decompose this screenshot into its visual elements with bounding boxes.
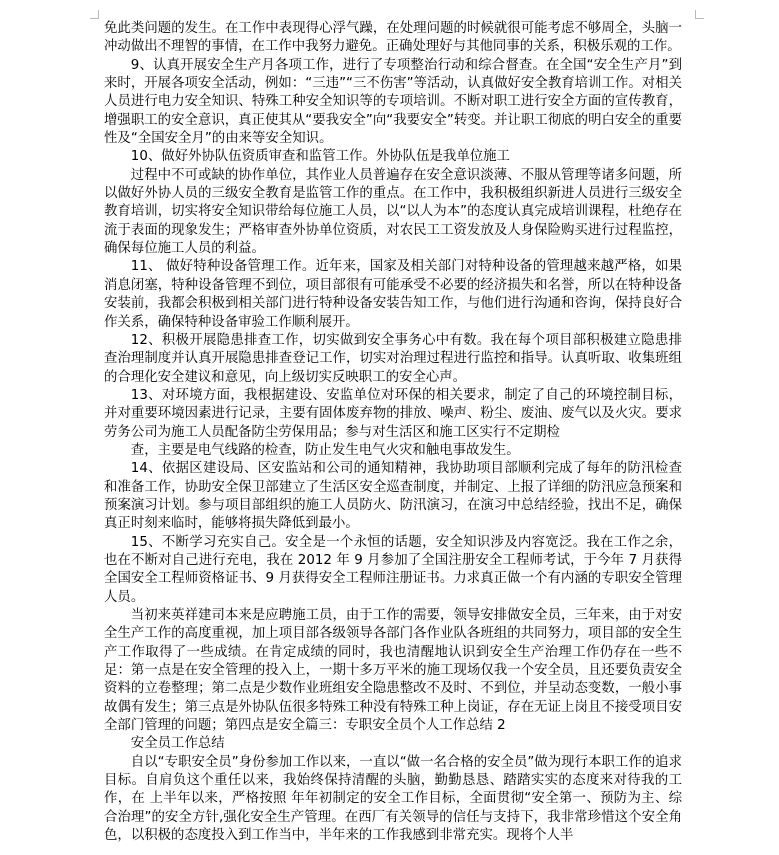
paragraph: 14、依据区建设局、区安监站和公司的通知精神，我协助项目部顺利完成了每年的防汛检查和准备工作，协助安全保卫部建立了生活区安全巡查制度，并制定、上报了详细的防汛应急预案和预案演习计划。参与项目部组织的施工人员防火、防汛演习，在演习中总结经验，找出不足，确保真正时刻来临时，能够将损失降低到最小。	[104, 461, 682, 532]
paragraph: 自以“专职安全员”身份参加工作以来，一直以“做一名合格的安全员”做为现行本职工作的追求目标。自肩负这个重任以来，我始终保持清醒的头脑，勤勤恳恳、踏踏实实的态度来对待我的工作，在 上半年以来，严格按照 年年初制定的安全工作目标，全面贯彻“安全第一、预防为主、综合治理”的安全方针,强化安全生产管理。在西厂有关领导的信任与支持下，我非常珍惜这个安全角色，以积极的态度投入到工作当中，半年来的工作我感到非常充实。现将个人半	[104, 754, 682, 844]
paragraph: 13、对环境方面，我根据建设、安监单位对环保的相关要求，制定了自己的环境控制目标，并对重要环境因素进行记录，主要有固体废弃物的排放、噪声、粉尘、废油、废气以及火灾。要求劳务公司为施工人员配备防尘劳保用品；参与对生活区和施工区实行不定期检	[104, 387, 682, 440]
margin-corner-mark-right	[695, 10, 704, 19]
section-heading: 安全员工作总结	[130, 736, 225, 752]
paragraph: 当初来英祥建司本来是应聘施工员，由于工作的需要，领导安排做安全员，三年来，由于对安全生产工作的高度重视，加上项目部各级领导各部门各作业队各班组的共同努力，项目部的安全生产工作取得了一些成绩。在肯定成绩的同时，我也清醒地认识到安全生产治理工作仍存在一些不足：第一点是在安全管理的投入上，一期十多万平米的施工现场仅我一个安全员，且还要负责安全资料的立卷整理；第二点是少数作业班组安全隐患整改不及时、不到位，并呈动态变数，一般小事故偶有发生；第三点是外协队伍很多特殊工种没有特殊工种上岗证，存在无证上岗且不接受项目安全部门管理的问题；第四点是安全篇三：专职安全员个人工作总结 2	[104, 608, 682, 734]
paragraph: 免此类问题的发生。在工作中表现得心浮气躁，在处理问题的时候就很可能考虑不够周全，头脑一冲动做出不理智的事情，在工作中我努力避免。正确处理好与其他同事的关系，积极乐观的工作。	[104, 21, 682, 55]
paragraph: 过程中不可或缺的协作单位，其作业人员普遍存在安全意识淡薄、不服从管理等诸多问题，所以做好外协人员的三级安全教育是监管工作的重点。在工作中，我积极组织新进人员进行三级安全教育培训，切实将安全知识带给每位施工人员，以“以人为本”的态度认真完成培训课程，杜绝存在流于表面的现象发生；严格审查外协单位资质，对农民工工资发放及人身保险购买进行过程监控，确保每位施工人员的利益。	[104, 167, 682, 257]
document-body	[104, 20, 682, 845]
margin-corner-mark-left	[90, 10, 99, 19]
paragraph: 10、做好外协队伍资质审查和监管工作。外协队伍是我单位施工	[130, 149, 510, 165]
paragraph: 11、 做好特种设备管理工作。近年来，国家及相关部门对特种设备的管理越来越严格，如果消息闭塞，特种设备管理不到位，项目部很有可能承受不必要的经济损失和名誉，所以在特种设备安装前，我都会积极到相关部门进行特种设备安装告知工作，与他们进行沟通和咨询，保持良好合作关系，确保特种设备审验工作顺利展开。	[104, 259, 682, 330]
paragraph: 查，主要是电气线路的检查，防止发生电气火灾和触电事故发生。	[130, 442, 520, 458]
paragraph: 15、不断学习充实自己。安全是一个永恒的话题，安全知识涉及内容宽泛。我在工作之余，也在不断对自己进行充电，我在 2012 年 9 月参加了全国注册安全工程师考试，于今年 7 月获得全国安全工程师资格证书、9 月获得安全工程师注册证书。力求真正做一个有内涵的专职安全管理人员。	[104, 534, 682, 605]
paragraph: 9、认真开展安全生产月各项工作，进行了专项整治行动和综合督查。在全国“安全生产月”到来时，开展各项安全活动，例如：“三违”“三不伤害”等活动，认真做好安全教育培训工作。对相关人员进行电力安全知识、特殊工种安全知识等的专项培训。不断对职工进行安全方面的宣传教育，增强职工的安全意识，真正使其从“要我安全”向“我要安全”转变。并让职工彻底的明白安全的重要性及“全国安全月”的由来等安全知识。	[104, 57, 682, 147]
paragraph: 12、积极开展隐患排查工作，切实做到安全事务心中有数。我在每个项目部积极建立隐患排查治理制度并认真开展隐患排查登记工作，切实对治理过程进行监控和指导。认真听取、收集班组的合理化安全建议和意见，向上级切实反映职工的安全心声。	[104, 332, 682, 385]
